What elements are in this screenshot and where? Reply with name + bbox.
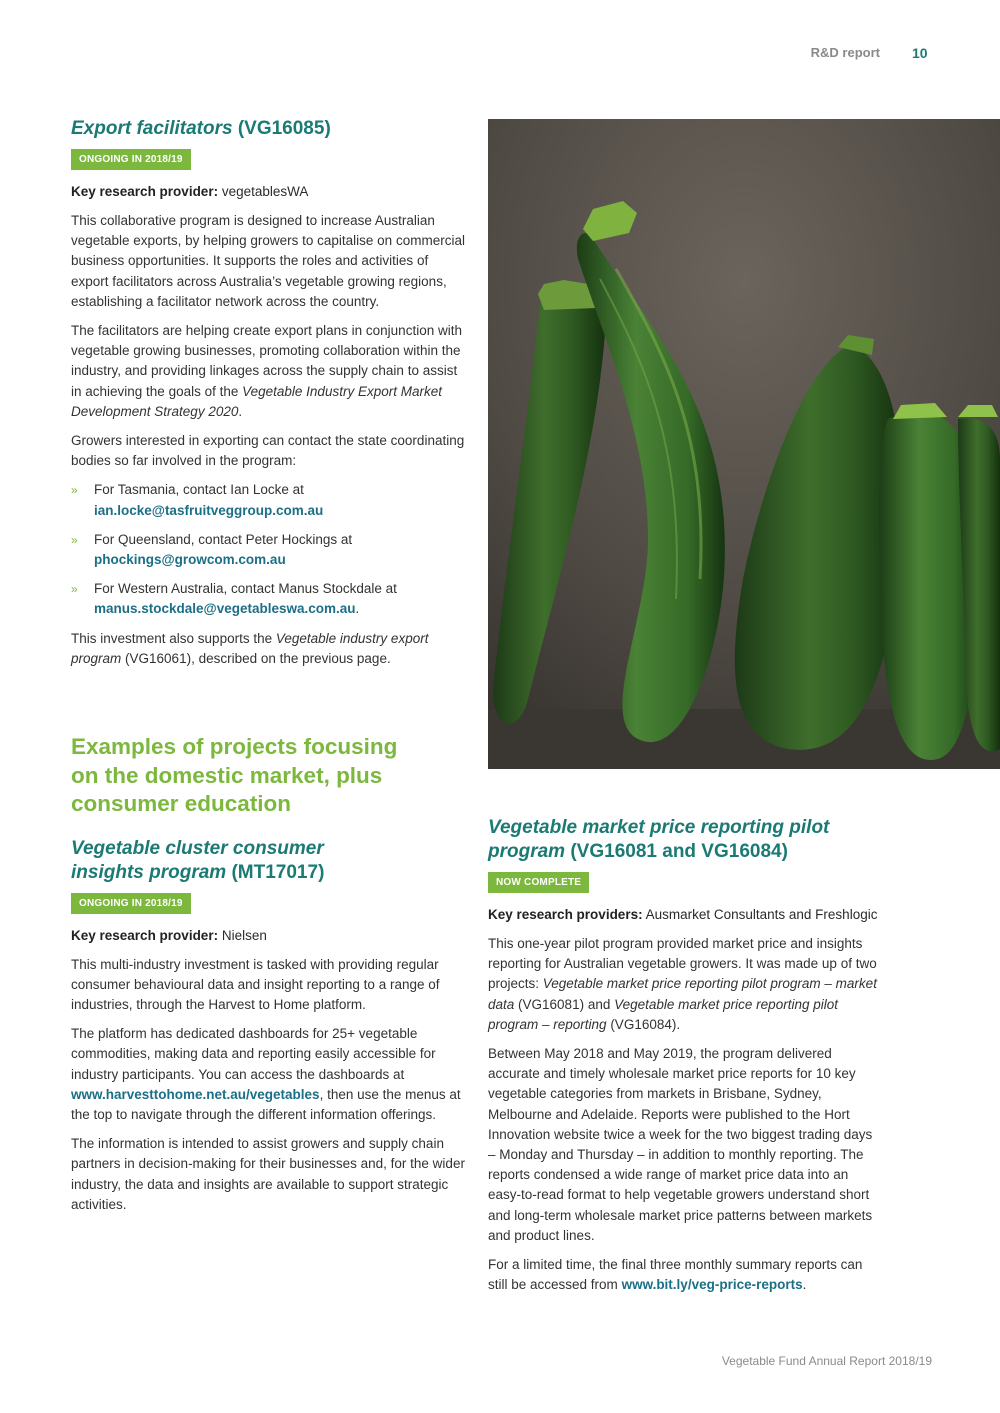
paragraph: [71, 321, 466, 422]
paragraph: The information is intended to assist growers and supply chain partners in decision-making for their businesses and, for the wider industry, the data and insights are available to support strategic activities.: [71, 1136, 465, 1212]
provider-label: Key research providers:: [488, 907, 643, 922]
contact-item-western-australia: [71, 579, 466, 619]
text: .: [802, 1277, 807, 1293]
text: .: [238, 403, 243, 419]
project-name: Vegetable market price reporting pilot program – reporting: [488, 996, 838, 1032]
paragraph: [71, 1024, 466, 1125]
paragraph: This multi-industry investment is tasked with providing regular consumer behavioural data and insight reporting to a range of industries, through the Harvest to Home platform.: [71, 956, 440, 1012]
provider-value: Nielsen: [221, 927, 267, 943]
provider-label: Key research provider:: [71, 184, 219, 199]
research-provider: [71, 926, 451, 946]
bullet-icon: »: [71, 532, 78, 547]
provider-label: Key research provider:: [71, 927, 219, 943]
program-name: Vegetable industry export program: [71, 630, 429, 666]
contact-text: For Queensland, contact Peter Hockings at: [94, 531, 353, 547]
email-link[interactable]: manus.stockdale@vegetableswa.com.au: [94, 601, 356, 617]
text: This investment also supports the: [71, 630, 276, 646]
section-label: R&D report: [810, 45, 880, 60]
text: This one-year pilot program provided market price and insights reporting for Australian vegetable growers. It was made up of two projects:: [488, 936, 877, 992]
project-title: [71, 117, 466, 141]
project-name: Vegetable market price reporting pilot program – market data: [488, 976, 877, 1012]
paragraph: Between May 2018 and May 2019, the program delivered accurate and timely wholesale market price reports for 10 key vegetable categories from markets in Brisbane, Sydney, Melbourne and Adelaide. Reports were published to the Hort Innovation website twice a week for the two biggest trading days – Monday and Thursday – in addition to monthly reporting. The reports condensed a wide range of market price data into an easy-to-read format to help vegetable growers understand short and long-term wholesale market price patterns between markets and product lines.: [488, 1046, 873, 1243]
status-badge: ONGOING IN 2018/19: [71, 149, 191, 170]
paragraph: [71, 629, 466, 669]
strategy-name: Vegetable Industry Export Market Development Strategy 2020: [71, 383, 442, 419]
bullet-icon: »: [71, 483, 78, 498]
project-title-name: Vegetable market price reporting pilot program: [488, 817, 830, 862]
contact-list: [71, 480, 466, 619]
paragraph: Growers interested in exporting can contact the state coordinating bodies so far involved in the program:: [71, 433, 465, 469]
email-link[interactable]: phockings@growcom.com.au: [94, 552, 286, 568]
text: The platform has dedicated dashboards for 25+ vegetable commodities, making data and reporting easily accessible for industry participants. You can access the dashboards at: [71, 1026, 436, 1082]
status-badge: NOW COMPLETE: [488, 872, 589, 893]
provider-value: Ausmarket Consultants and Freshlogic: [645, 907, 878, 922]
project-code: (VG16085): [237, 118, 331, 139]
text: For a limited time, the final three monthly summary reports can still be accessed from: [488, 1257, 863, 1293]
text: (VG16084).: [606, 1016, 681, 1032]
zucchini-photo: [488, 119, 1000, 769]
price-reporting-section: [488, 816, 883, 1295]
zucchini-illustration: [488, 119, 1000, 769]
project-title-name: Vegetable cluster consumer insights program: [71, 837, 324, 883]
dashboard-link[interactable]: www.harvesttohome.net.au/vegetables: [71, 1086, 320, 1102]
section-heading: Examples of projects focusing on the domestic market, plus consumer education: [71, 734, 398, 816]
reports-link[interactable]: www.bit.ly/veg-price-reports: [621, 1277, 803, 1293]
provider-value: vegetablesWA: [221, 184, 309, 199]
text: (VG16081) and: [514, 996, 615, 1012]
contact-text: For Tasmania, contact Ian Locke at: [94, 482, 304, 498]
footer-text: Vegetable Fund Annual Report 2018/19: [721, 1354, 932, 1368]
project-code: (VG16081 and VG16084): [570, 841, 788, 862]
paragraph: [488, 934, 883, 1035]
research-provider: [488, 905, 883, 925]
project-code: (MT17017): [231, 861, 325, 883]
bullet-icon: »: [71, 582, 78, 597]
domestic-market-section: [71, 733, 465, 1215]
text: , then use the menus at the top to navigate through the different information offerings.: [71, 1086, 461, 1122]
text: (VG16061), described on the previous page.: [121, 650, 391, 666]
status-badge: ONGOING IN 2018/19: [71, 893, 191, 914]
text: The facilitators are helping create export plans in conjunction with vegetable growing businesses, promoting collaboration within the industry, and providing linkages across the supply chain to assist in achieving the goals of the: [71, 323, 462, 399]
text: .: [355, 601, 360, 617]
project-title: [71, 837, 371, 885]
paragraph: This collaborative program is designed to increase Australian vegetable exports, by helping growers to capitalise on commercial business opportunities. It supports the roles and activities of export facilitators across Australia’s vegetable growing regions, establishing a facilitator network across the country.: [71, 213, 465, 309]
project-title: [488, 816, 868, 864]
contact-item-queensland: [71, 530, 466, 570]
paragraph: [488, 1255, 883, 1295]
email-link[interactable]: ian.locke@tasfruitveggroup.com.au: [94, 502, 324, 518]
page-number: 10: [912, 45, 928, 61]
project-title-name: Export facilitators: [71, 118, 233, 139]
export-facilitators-section: [71, 117, 466, 669]
contact-item-tasmania: [71, 480, 466, 520]
research-provider: [71, 182, 466, 202]
contact-text: For Western Australia, contact Manus Stockdale at: [94, 581, 397, 597]
